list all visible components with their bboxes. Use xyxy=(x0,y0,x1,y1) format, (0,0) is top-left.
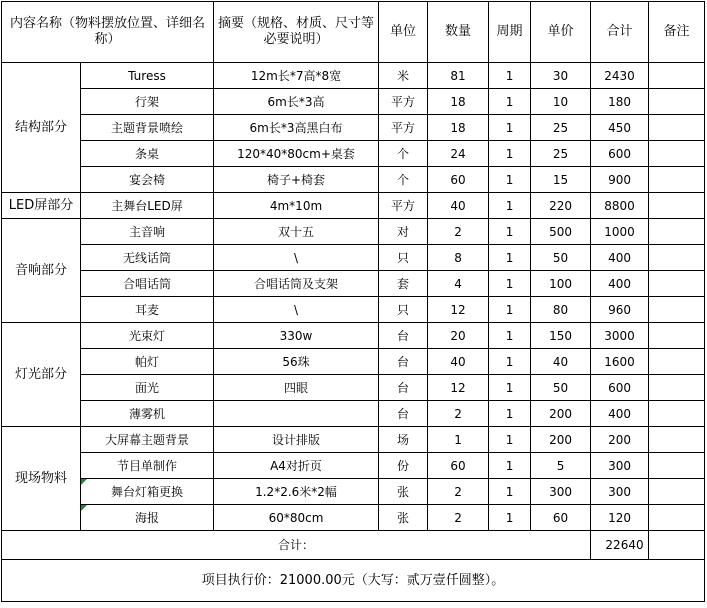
cell-qty: 81 xyxy=(428,63,489,89)
table-row xyxy=(2,427,705,453)
cell-price: 200 xyxy=(531,401,591,427)
cell-remark xyxy=(649,375,705,401)
cell-period: 1 xyxy=(489,453,531,479)
header-name: 内容名称（物料摆放位置、详细名称） xyxy=(2,2,214,63)
table-row xyxy=(2,245,705,271)
cell-item: 宴会椅 xyxy=(81,167,214,193)
cell-price: 25 xyxy=(531,115,591,141)
cell-subtotal: 400 xyxy=(591,245,649,271)
cell-remark xyxy=(649,271,705,297)
cell-remark xyxy=(649,89,705,115)
cell-subtotal: 960 xyxy=(591,297,649,323)
cell-period: 1 xyxy=(489,349,531,375)
cell-period: 1 xyxy=(489,63,531,89)
header-price: 单价 xyxy=(531,2,591,63)
cell-price: 200 xyxy=(531,427,591,453)
cell-qty: 2 xyxy=(428,479,489,505)
cell-subtotal: 180 xyxy=(591,89,649,115)
execution-price: 项目执行价：21000.00元（大写：贰万壹仟圆整）。 xyxy=(2,560,705,602)
cell-remark xyxy=(649,193,705,219)
cell-price: 50 xyxy=(531,375,591,401)
cell-item: Turess xyxy=(81,63,214,89)
cell-item: 耳麦 xyxy=(81,297,214,323)
cell-subtotal: 1000 xyxy=(591,219,649,245)
header-summary: 摘要（规格、材质、尺寸等必要说明） xyxy=(214,2,379,63)
header-period: 周期 xyxy=(489,2,531,63)
cell-unit: 份 xyxy=(379,453,428,479)
cell-spec: 60*80cm xyxy=(214,505,379,531)
table-row xyxy=(2,479,705,505)
table-row xyxy=(2,219,705,245)
cell-price: 50 xyxy=(531,245,591,271)
cell-item: 舞台灯箱更换 xyxy=(81,479,214,505)
cell-item: 大屏幕主题背景 xyxy=(81,427,214,453)
cell-qty: 8 xyxy=(428,245,489,271)
cell-qty: 24 xyxy=(428,141,489,167)
cell-qty: 40 xyxy=(428,349,489,375)
cell-price: 300 xyxy=(531,479,591,505)
cell-unit: 台 xyxy=(379,349,428,375)
cell-unit: 米 xyxy=(379,63,428,89)
cell-period: 1 xyxy=(489,141,531,167)
cell-remark xyxy=(649,245,705,271)
execution-row xyxy=(2,560,705,602)
cell-remark xyxy=(649,141,705,167)
cell-period: 1 xyxy=(489,375,531,401)
cell-period: 1 xyxy=(489,427,531,453)
cell-period: 1 xyxy=(489,323,531,349)
cell-spec: 120*40*80cm+桌套 xyxy=(214,141,379,167)
cell-item: 行架 xyxy=(81,89,214,115)
cell-qty: 2 xyxy=(428,505,489,531)
total-value: 22640 xyxy=(591,531,649,560)
cell-marker-icon xyxy=(81,479,87,485)
cell-unit: 平方 xyxy=(379,193,428,219)
header-remark: 备注 xyxy=(649,2,705,63)
header-unit: 单位 xyxy=(379,2,428,63)
cell-subtotal: 2430 xyxy=(591,63,649,89)
table-row xyxy=(2,115,705,141)
cell-unit: 台 xyxy=(379,323,428,349)
category-cell: LED屏部分 xyxy=(2,193,81,219)
cell-unit: 个 xyxy=(379,141,428,167)
cell-remark xyxy=(649,219,705,245)
category-cell: 灯光部分 xyxy=(2,323,81,427)
cell-item: 海报 xyxy=(81,505,214,531)
table-row xyxy=(2,401,705,427)
cell-price: 220 xyxy=(531,193,591,219)
cell-spec: 12m长*7高*8宽 xyxy=(214,63,379,89)
table-row xyxy=(2,167,705,193)
cell-price: 10 xyxy=(531,89,591,115)
cell-item: 主音响 xyxy=(81,219,214,245)
cell-period: 1 xyxy=(489,89,531,115)
cell-spec: 椅子+椅套 xyxy=(214,167,379,193)
cell-subtotal: 8800 xyxy=(591,193,649,219)
cell-subtotal: 300 xyxy=(591,479,649,505)
cell-qty: 40 xyxy=(428,193,489,219)
cell-unit: 台 xyxy=(379,401,428,427)
quotation-table xyxy=(1,1,705,602)
cell-period: 1 xyxy=(489,219,531,245)
cell-subtotal: 600 xyxy=(591,375,649,401)
cell-period: 1 xyxy=(489,167,531,193)
cell-remark xyxy=(649,63,705,89)
cell-subtotal: 600 xyxy=(591,141,649,167)
cell-period: 1 xyxy=(489,245,531,271)
cell-unit: 只 xyxy=(379,245,428,271)
cell-item: 主题背景喷绘 xyxy=(81,115,214,141)
cell-unit: 张 xyxy=(379,505,428,531)
cell-spec: 56珠 xyxy=(214,349,379,375)
cell-qty: 60 xyxy=(428,453,489,479)
cell-spec: 4m*10m xyxy=(214,193,379,219)
cell-price: 5 xyxy=(531,453,591,479)
cell-remark xyxy=(649,479,705,505)
cell-period: 1 xyxy=(489,297,531,323)
cell-price: 150 xyxy=(531,323,591,349)
cell-price: 40 xyxy=(531,349,591,375)
cell-item: 无线话筒 xyxy=(81,245,214,271)
cell-qty: 2 xyxy=(428,401,489,427)
cell-remark xyxy=(649,453,705,479)
cell-marker-icon xyxy=(81,505,87,511)
cell-item: 合唱话筒 xyxy=(81,271,214,297)
cell-period: 1 xyxy=(489,401,531,427)
cell-price: 15 xyxy=(531,167,591,193)
table-row xyxy=(2,323,705,349)
cell-item: 薄雾机 xyxy=(81,401,214,427)
cell-unit: 对 xyxy=(379,219,428,245)
table-row xyxy=(2,89,705,115)
category-cell: 音响部分 xyxy=(2,219,81,323)
cell-item: 节目单制作 xyxy=(81,453,214,479)
cell-price: 80 xyxy=(531,297,591,323)
cell-qty: 20 xyxy=(428,323,489,349)
cell-price: 100 xyxy=(531,271,591,297)
cell-spec: A4对折页 xyxy=(214,453,379,479)
cell-qty: 2 xyxy=(428,219,489,245)
cell-period: 1 xyxy=(489,271,531,297)
cell-period: 1 xyxy=(489,479,531,505)
cell-spec: \ xyxy=(214,245,379,271)
cell-remark xyxy=(649,505,705,531)
cell-remark xyxy=(649,167,705,193)
cell-spec: \ xyxy=(214,297,379,323)
cell-unit: 场 xyxy=(379,427,428,453)
cell-price: 60 xyxy=(531,505,591,531)
cell-subtotal: 450 xyxy=(591,115,649,141)
table-row xyxy=(2,63,705,89)
cell-spec xyxy=(214,401,379,427)
table-body xyxy=(2,63,705,602)
cell-price: 30 xyxy=(531,63,591,89)
category-cell: 结构部分 xyxy=(2,63,81,193)
table-row xyxy=(2,375,705,401)
cell-qty: 60 xyxy=(428,167,489,193)
cell-subtotal: 900 xyxy=(591,167,649,193)
total-label: 合计： xyxy=(2,531,591,560)
cell-unit: 张 xyxy=(379,479,428,505)
cell-spec: 设计排版 xyxy=(214,427,379,453)
cell-price: 500 xyxy=(531,219,591,245)
cell-subtotal: 1600 xyxy=(591,349,649,375)
header-qty: 数量 xyxy=(428,2,489,63)
table-row xyxy=(2,349,705,375)
total-remark xyxy=(649,531,705,560)
cell-spec: 330w xyxy=(214,323,379,349)
cell-remark xyxy=(649,349,705,375)
cell-subtotal: 400 xyxy=(591,271,649,297)
header-row xyxy=(2,2,705,63)
cell-subtotal: 300 xyxy=(591,453,649,479)
cell-subtotal: 120 xyxy=(591,505,649,531)
cell-item: 条桌 xyxy=(81,141,214,167)
header-subtotal: 合计 xyxy=(591,2,649,63)
total-row xyxy=(2,531,705,560)
table-row xyxy=(2,505,705,531)
cell-unit: 只 xyxy=(379,297,428,323)
cell-item: 面光 xyxy=(81,375,214,401)
cell-price: 25 xyxy=(531,141,591,167)
cell-item: 光束灯 xyxy=(81,323,214,349)
cell-spec: 6m长*3高黑白布 xyxy=(214,115,379,141)
cell-qty: 12 xyxy=(428,375,489,401)
cell-unit: 套 xyxy=(379,271,428,297)
cell-remark xyxy=(649,323,705,349)
category-cell: 现场物料 xyxy=(2,427,81,531)
cell-period: 1 xyxy=(489,505,531,531)
cell-unit: 平方 xyxy=(379,115,428,141)
cell-qty: 12 xyxy=(428,297,489,323)
cell-remark xyxy=(649,115,705,141)
cell-spec: 四眼 xyxy=(214,375,379,401)
table-row xyxy=(2,453,705,479)
cell-qty: 18 xyxy=(428,115,489,141)
cell-unit: 个 xyxy=(379,167,428,193)
table-row xyxy=(2,271,705,297)
cell-item: 帕灯 xyxy=(81,349,214,375)
cell-period: 1 xyxy=(489,193,531,219)
cell-spec: 双十五 xyxy=(214,219,379,245)
cell-subtotal: 3000 xyxy=(591,323,649,349)
cell-remark xyxy=(649,297,705,323)
cell-qty: 1 xyxy=(428,427,489,453)
cell-period: 1 xyxy=(489,115,531,141)
cell-qty: 4 xyxy=(428,271,489,297)
cell-remark xyxy=(649,427,705,453)
cell-remark xyxy=(649,401,705,427)
cell-subtotal: 200 xyxy=(591,427,649,453)
cell-unit: 平方 xyxy=(379,89,428,115)
cell-unit: 台 xyxy=(379,375,428,401)
cell-item: 主舞台LED屏 xyxy=(81,193,214,219)
cell-subtotal: 400 xyxy=(591,401,649,427)
cell-spec: 合唱话筒及支架 xyxy=(214,271,379,297)
cell-spec: 6m长*3高 xyxy=(214,89,379,115)
table-row xyxy=(2,141,705,167)
table-row xyxy=(2,193,705,219)
table-row xyxy=(2,297,705,323)
cell-qty: 18 xyxy=(428,89,489,115)
cell-spec: 1.2*2.6米*2幅 xyxy=(214,479,379,505)
